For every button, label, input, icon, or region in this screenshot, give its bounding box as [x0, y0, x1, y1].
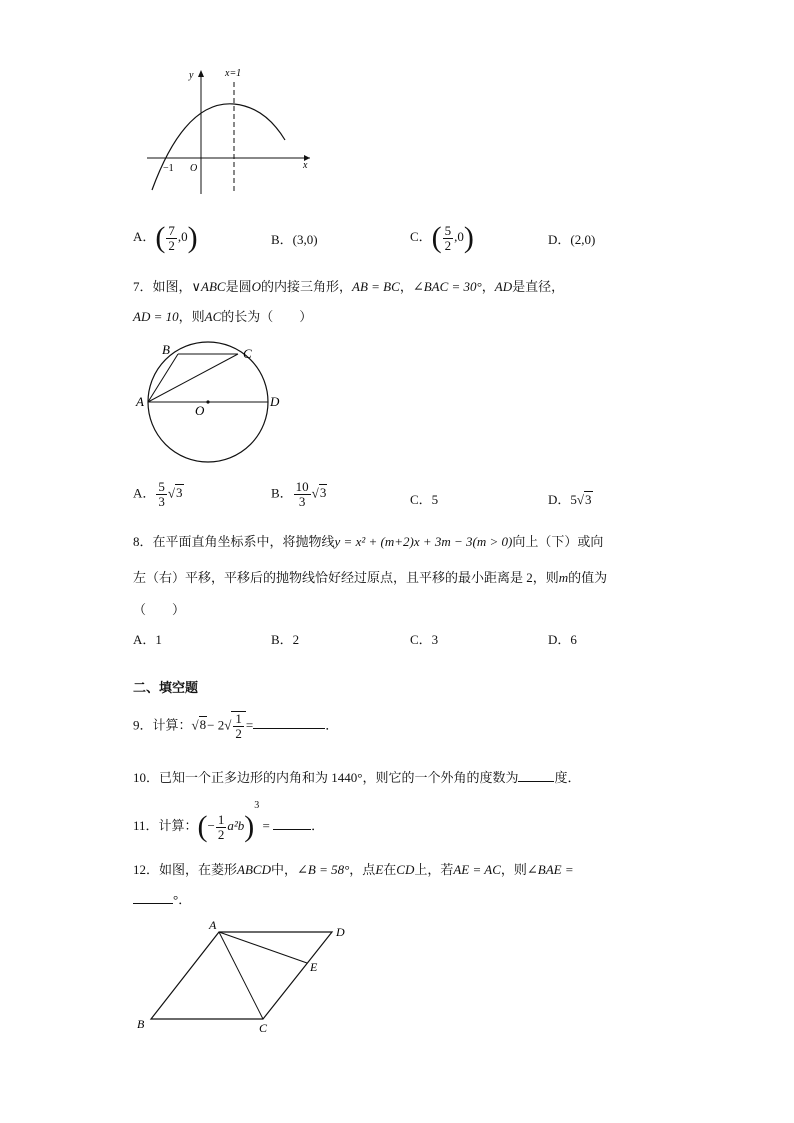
- answer-blank[interactable]: [518, 769, 554, 782]
- symmetry-line-label: x=1: [225, 68, 242, 79]
- q8-formula: y = x² + (m+2)x + 3m − 3(m > 0): [334, 534, 513, 549]
- q10-line: [133, 767, 580, 786]
- point-d-label: D: [270, 394, 280, 409]
- q8-var: m: [558, 570, 569, 585]
- frac-numerator: 7: [168, 222, 175, 238]
- question-number: 8．: [133, 534, 153, 549]
- option-label: A．: [133, 228, 156, 244]
- q12-text: 上，若: [414, 862, 454, 877]
- q8-line2: [133, 567, 607, 586]
- q9-line: 9．计算：√8− 2√ $\frac{1}{2}$ = ．: [133, 711, 339, 741]
- option-tail: ,0: [454, 228, 464, 244]
- q7-option-a: A． $\frac{5}{3}$ √3: [133, 479, 183, 509]
- q8-text: 向上（下）或向: [512, 534, 604, 549]
- option-label: B．: [271, 232, 293, 247]
- q7-option-b: B． $\frac{10}{3}$ √3: [271, 479, 327, 509]
- q7-text: 的内接三角形，: [261, 279, 353, 294]
- radicand: 3: [319, 485, 327, 501]
- frac-denominator: 2: [444, 237, 452, 253]
- q12-text: 12．如图，在菱形: [133, 862, 238, 877]
- period: ．: [325, 717, 339, 733]
- q12-segment: CD: [396, 862, 415, 877]
- q6-option-d: [548, 229, 595, 248]
- q12-angle: ∠B = 58°: [296, 862, 350, 877]
- q7-segment: AD: [494, 279, 513, 294]
- q8-option-c: C．3: [410, 632, 439, 647]
- radicand: 8: [199, 717, 207, 733]
- option-label: A．: [133, 485, 156, 501]
- section-title: 二、填空题: [133, 680, 199, 695]
- option-value: (3,0): [292, 232, 318, 247]
- q7-segment: AC: [204, 309, 222, 324]
- q12-text: 在: [383, 862, 397, 877]
- question-number: 11．计算：: [133, 818, 198, 833]
- frac-numerator: 1: [235, 711, 242, 726]
- q7-text: 是直径，: [512, 279, 565, 294]
- option-tail: ,0: [177, 228, 188, 244]
- q7-angle: ∠BAC = 30°: [412, 279, 482, 294]
- answer-blank[interactable]: [273, 817, 311, 830]
- point-c-label: C: [243, 346, 252, 361]
- q12-text: ，点: [349, 862, 376, 877]
- parabola-curve: [152, 104, 285, 190]
- radicand: 3: [585, 492, 592, 507]
- frac-denominator: 3: [158, 494, 165, 509]
- q12-rhombus: ABCD: [237, 862, 271, 877]
- period: ．: [311, 818, 325, 833]
- point-e-label: E: [310, 960, 318, 974]
- center-dot: [206, 400, 209, 403]
- q8-text: 左（右）平移，平移后的抛物线恰好经过原点，且平移的最小距离是 2，则: [133, 570, 559, 585]
- point-o-label: O: [195, 403, 205, 418]
- q12-line1: [133, 859, 574, 878]
- option-label: D．: [548, 492, 571, 507]
- minus-sign: −: [207, 818, 215, 833]
- q12-point: E: [375, 862, 384, 877]
- q7-triangle: ∨ABC: [191, 279, 226, 294]
- radicand: 3: [176, 485, 183, 501]
- q8-option-d: D．6: [548, 632, 577, 647]
- segment-ac: [148, 354, 238, 402]
- q12-text: ，则: [500, 862, 527, 877]
- option-label: C．: [410, 228, 432, 244]
- q7-circle-name: O: [251, 279, 262, 294]
- answer-blank[interactable]: [133, 891, 173, 904]
- q7-equation: AD = 10: [133, 309, 179, 324]
- q7-line1: [133, 276, 564, 295]
- parabola-graph: [145, 62, 320, 197]
- q11-term: a²b: [227, 818, 245, 833]
- q7-equation: AB = BC: [352, 279, 400, 294]
- exponent: 3: [254, 800, 260, 811]
- q7-option-d: D．5√3: [548, 492, 592, 507]
- question-number: 7．: [133, 279, 153, 294]
- origin-label: O: [190, 163, 198, 174]
- q10-text: 度．: [554, 770, 581, 785]
- q8-line3: [133, 599, 185, 618]
- q7-sep: ，: [481, 279, 495, 294]
- frac-denominator: 2: [168, 237, 175, 253]
- point-a-label: A: [136, 394, 144, 409]
- frac-numerator: 10: [295, 479, 309, 494]
- point-b-label: B: [137, 1017, 145, 1031]
- circle-figure: [132, 338, 292, 473]
- q6-option-c: C．( $\frac{5}{2}$ ,0): [410, 221, 474, 254]
- q8-option-a: A．1: [133, 632, 162, 647]
- q7-option-c: [410, 489, 438, 508]
- q12-angle: ∠BAE =: [526, 862, 574, 877]
- y-axis-arrow: [198, 70, 204, 77]
- q12-text: °．: [173, 892, 192, 907]
- frac-denominator: 2: [235, 726, 242, 741]
- frac-denominator: 2: [217, 826, 225, 842]
- q10-text: 10．已知一个正多边形的内角和为 1440°，则它的一个外角的度数为: [133, 770, 519, 785]
- q8-line1: [133, 531, 603, 550]
- q12-equation: AE = AC: [453, 862, 501, 877]
- point-d-label: D: [336, 925, 345, 939]
- q8-option-b: B．2: [271, 632, 300, 647]
- option-label: C．: [410, 492, 432, 507]
- q7-text: 如图，: [152, 279, 192, 294]
- answer-blank[interactable]: [253, 716, 325, 729]
- option-value: 5: [431, 492, 439, 507]
- neg-one-label: −1: [163, 163, 174, 174]
- frac-numerator: 1: [217, 811, 225, 827]
- q7-sep: ，: [399, 279, 413, 294]
- rhombus-figure: [130, 915, 360, 1040]
- option-coef: 5: [570, 492, 577, 507]
- q7-text: ，则: [178, 309, 205, 324]
- point-c-label: C: [259, 1021, 268, 1035]
- q11-line: 11．计算：(− $\frac{1}{2}$ a²b)$^3$ = ．: [133, 800, 325, 844]
- option-label: D．: [548, 232, 571, 247]
- option-label: B．: [271, 485, 293, 501]
- question-number: 9．计算：: [133, 717, 192, 733]
- q7-line2: [133, 306, 312, 325]
- q12-line2: [133, 889, 191, 908]
- q8-text: 的值为: [568, 570, 608, 585]
- q8-text: 在平面直角坐标系中，将抛物线: [152, 534, 335, 549]
- equals: =: [262, 818, 270, 833]
- point-b-label: B: [162, 342, 170, 357]
- q7-text: 是圆: [225, 279, 252, 294]
- q8-paren: （ ）: [133, 602, 186, 617]
- q12-text: 中，: [270, 862, 297, 877]
- frac-numerator: 5: [158, 479, 165, 494]
- frac-denominator: 3: [298, 494, 306, 509]
- y-axis-label: y: [189, 70, 194, 81]
- q7-text: 的长为（ ）: [221, 309, 313, 324]
- q9-term: − 2: [207, 717, 225, 733]
- frac-numerator: 5: [444, 222, 452, 238]
- option-value: (2,0): [570, 232, 596, 247]
- q6-option-b: [271, 229, 318, 248]
- equals: =: [245, 717, 254, 733]
- q6-option-a: A．( $\frac{7}{2}$ ,0): [133, 221, 198, 254]
- x-axis-label: x: [303, 160, 308, 171]
- point-a-label: A: [209, 918, 217, 932]
